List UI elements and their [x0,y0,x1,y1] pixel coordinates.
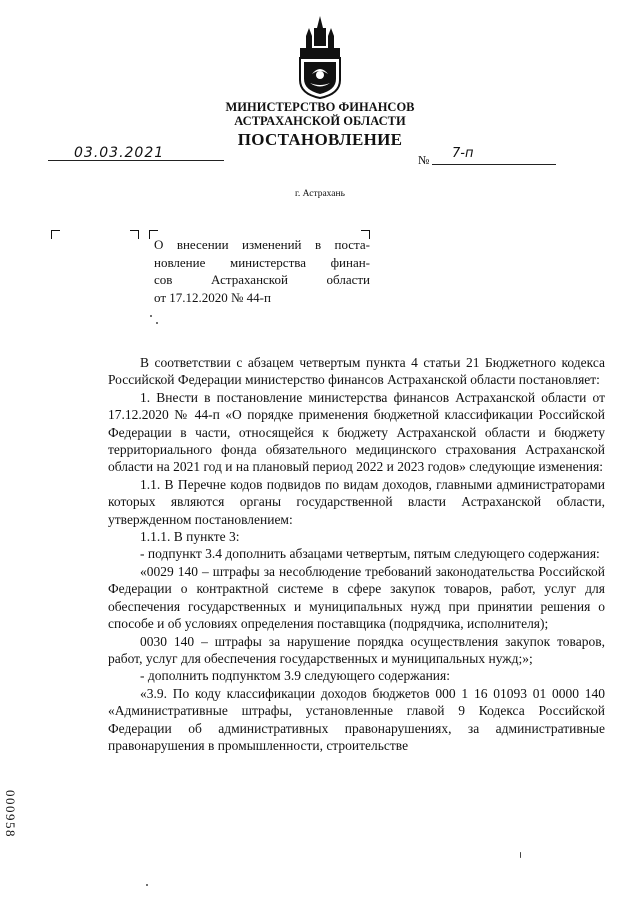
corner-mark-top-left [51,230,60,239]
body-paragraph: 1.1.1. В пункте 3: [140,529,240,545]
ministry-name-line1: МИНИСТЕРСТВО ФИНАНСОВ [225,100,415,114]
body-paragraph: 1.1. В Перечне кодов подвидов по видам доходов, главными администраторами которых являются органы государственной власти Астраханской области, утвержденном постановлением: [108,476,605,527]
document-body [108,354,605,754]
margin-stamp [3,776,28,848]
subject-line: О внесении изменений в поста- [154,237,370,252]
document-subject [154,236,370,306]
scan-speck [146,884,148,886]
subject-line: от 17.12.2020 № 44-п [154,289,271,305]
subject-line: новление министерства финан- [154,254,370,270]
body-paragraph: «3.9. По коду классификации доходов бюджетов 000 1 16 01093 01 0000 140 «Административные штрафы, установленные главой 9 Кодекса Российской Федерации об административных правонарушениях, за административные правонарушения в промышленности, строительстве [108,685,605,753]
body-paragraph: 0030 140 – штрафы за нарушение порядка осуществления закупок товаров, работ, услуг для обеспечения государственных и муниципальных нужд;»; [108,633,605,666]
coat-of-arms-emblem [292,14,348,100]
number-sign: № [418,153,430,167]
body-paragraph: 1. Внести в постановление министерства финансов Астраханской области от 17.12.2020 № 44-п «О порядке применения бюджетной классификации Российской Федерации в части, относящейся к бюджету Астраханской области и бюджету территориального фонда обязательного медицинского страхования Астраханской области на 2021 год и на плановый период 2022 и 2023 годов» следующие изменения: [108,389,605,475]
scan-speck [520,852,521,858]
document-date: 03.03.2021 [74,145,165,161]
document-type-title: ПОСТАНОВЛЕНИЕ [237,130,403,149]
city-name: г. Астрахань [295,189,345,199]
scan-speck [150,315,152,317]
body-paragraph: - подпункт 3.4 дополнить абзацами четвертым, пятым следующего содержания: [140,546,600,562]
subject-line: сов Астраханской области [154,272,370,288]
date-underline [48,160,224,161]
corner-mark-top-right [130,230,139,239]
ministry-name-line2: АСТРАХАНСКОЙ ОБЛАСТИ [234,114,406,128]
number-underline [432,164,556,165]
body-paragraph: «0029 140 – штрафы за несоблюдение требований законодательства Российской Федерации о контрактной системе в сфере закупок товаров, работ, услуг для обеспечения государственных и муниципальных нужд при принятии решения о способе и об условиях определения поставщика (подрядчика, исполнителя); [108,563,605,632]
scan-speck [156,322,158,324]
margin-stamp-number: 000958 [3,790,18,838]
body-paragraph: В соответствии с абзацем четвертым пункта 4 статьи 21 Бюджетного кодекса Российской Федерации министерство финансов Астраханской области постановляет: [108,355,605,388]
body-paragraph: - дополнить подпунктом 3.9 следующего содержания: [140,668,450,684]
document-number: 7-п [452,146,474,161]
